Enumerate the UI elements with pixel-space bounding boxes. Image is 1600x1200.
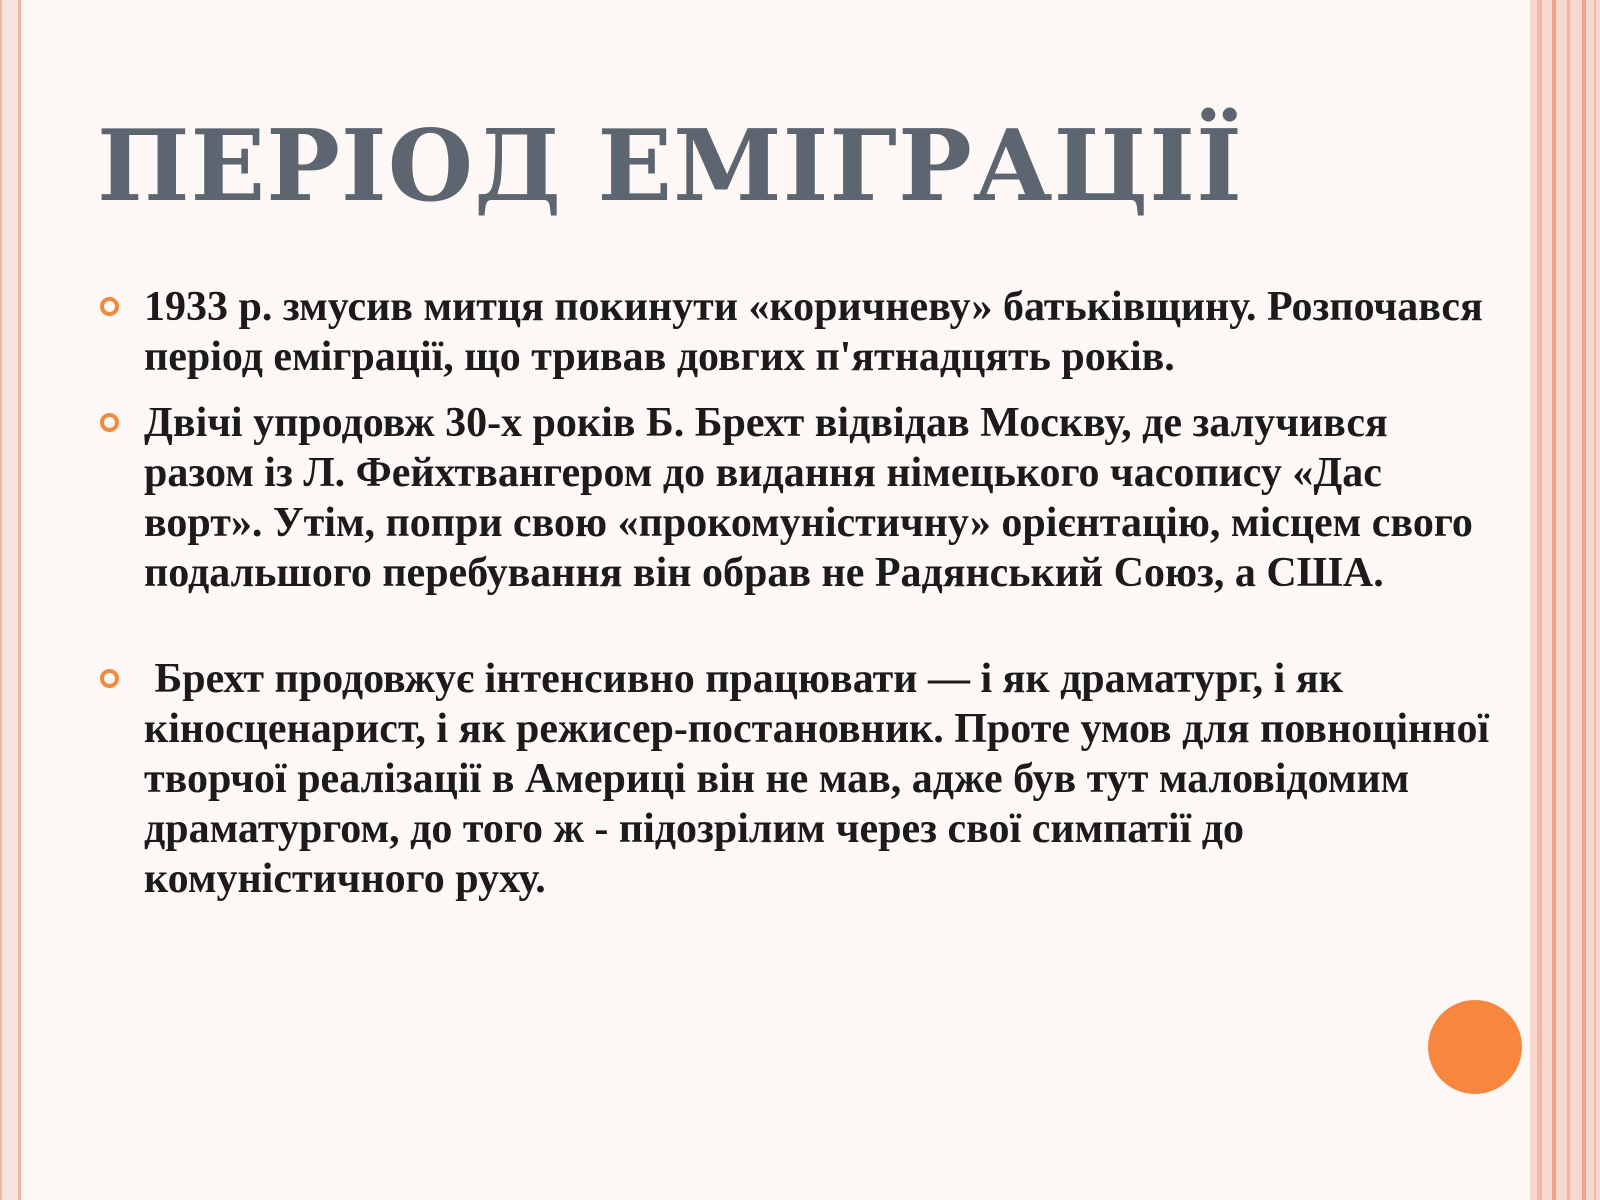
bullet-list — [100, 282, 1500, 920]
bullet-item — [100, 282, 1500, 382]
left-border-band — [0, 0, 21, 1200]
right-border-stripe — [1567, 0, 1570, 1200]
ring-bullet-icon — [100, 297, 119, 316]
bullet-text: 1933 р. змусив митця покинути «коричневу» батьківщину. Розпочався період еміграції, що тривав довгих п'ятнадцять років. — [144, 284, 1483, 380]
slide-title: ПЕРІОД ЕМІГРАЦІЇ — [97, 109, 1243, 224]
ring-bullet-icon — [100, 669, 119, 688]
bullet-text: Брехт продовжує інтенсивно працювати — і як драматург, і як кіносценарист, і як режисер-постановник. Проте умов для повноцінної творчої реалізації в Америці він не мав, адже був тут маловідомим драматургом, до того ж - підозрілим через свої симпатії до комуністичного руху. — [144, 656, 1500, 902]
left-border-line — [0, 0, 2, 1200]
right-border-stripe — [1594, 0, 1596, 1200]
bullet-item — [100, 654, 1500, 904]
bullet-item — [100, 398, 1500, 598]
right-border-stripe — [1582, 0, 1586, 1200]
right-border-stripe — [1552, 0, 1556, 1200]
right-border-stripe — [1537, 0, 1542, 1200]
ring-bullet-icon — [100, 413, 119, 432]
right-border-frame — [1530, 0, 1600, 1200]
bullet-text: Двічі упродовж 30-х років Б. Брехт відвідав Москву, де залучився разом із Л. Фейхтвангером до видання німецького часопису «Дас ворт». Утім, попри свою «прокомуністичну» орієнтацію, місцем свого подальшого перебування він обрав не Радянський Союз, а США. — [144, 400, 1473, 596]
decorative-circle — [1428, 1000, 1522, 1094]
